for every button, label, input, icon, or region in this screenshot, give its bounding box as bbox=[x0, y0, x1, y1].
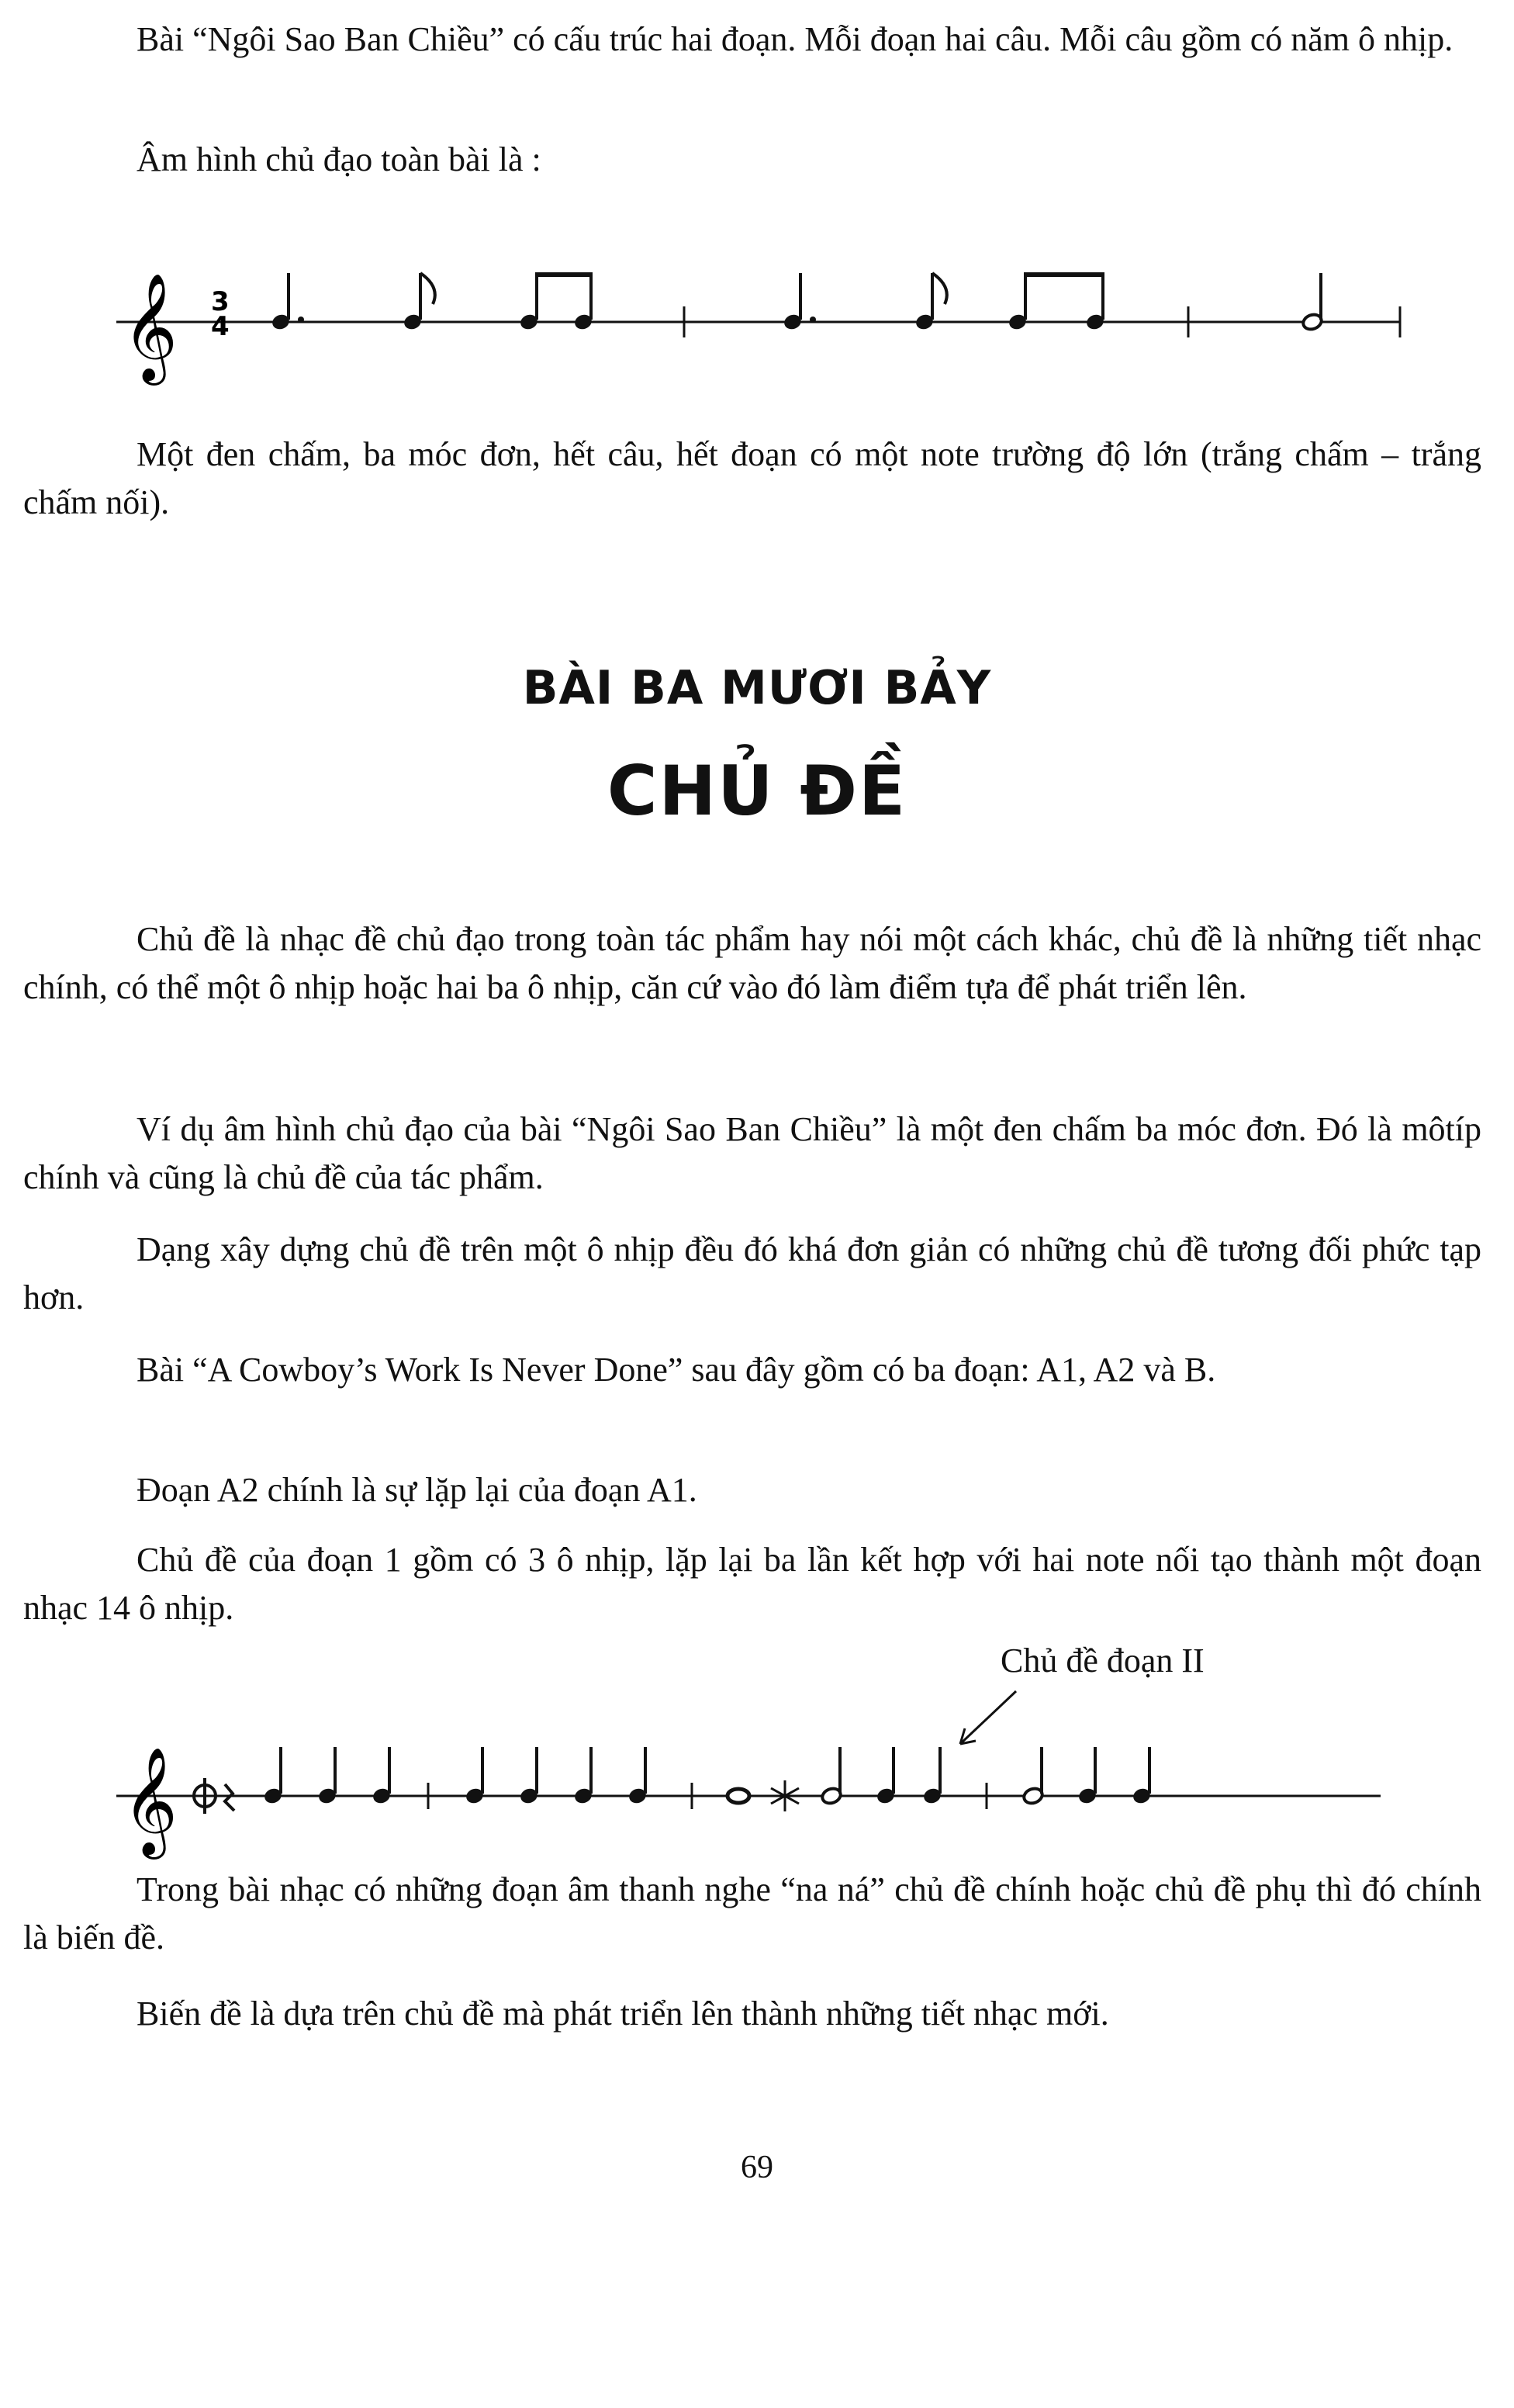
half-note bbox=[821, 1747, 843, 1806]
quarter-note bbox=[876, 1747, 897, 1805]
treble-clef-icon: 𝄞 bbox=[123, 1747, 178, 1855]
quarter-note bbox=[465, 1747, 486, 1805]
rhythm-staff-figure bbox=[109, 225, 1412, 396]
quarter-note bbox=[573, 1747, 594, 1805]
theme-section-caption: Chủ đề đoạn II bbox=[1001, 1642, 1205, 1680]
page-number: 69 bbox=[741, 2150, 773, 2185]
time-signature-bottom: 4 bbox=[211, 311, 230, 342]
whole-note bbox=[728, 1789, 749, 1803]
paragraph-rhythm-description: Một đen chấm, ba móc đơn, hết câu, hết đoạn có một note trường độ lớn (trắng chấm – trắng chấm nối). bbox=[23, 435, 1481, 521]
time-signature-top: 3 bbox=[211, 286, 230, 317]
arrow-icon bbox=[960, 1691, 1016, 1744]
paragraph-theme-definition: Chủ đề là nhạc đề chủ đạo trong toàn tác phẩm hay nói một cách khác, chủ đề là những tiết nhạc chính, có thể một ô nhịp hoặc hai ba ô nhịp, căn cứ vào đó làm điểm tựa để phát triển lên. bbox=[23, 920, 1481, 1006]
melody-staff-figure bbox=[109, 1683, 1412, 1855]
paragraph-theme-example: Ví dụ âm hình chủ đạo của bài “Ngôi Sao Ban Chiều” là một đen chấm ba móc đơn. Đó là môtíp chính và cũng là chủ đề của tác phẩm. bbox=[23, 1110, 1481, 1196]
quarter-note bbox=[922, 1747, 943, 1805]
paragraph-theme-measures: Chủ đề của đoạn 1 gồm có 3 ô nhịp, lặp lại ba lần kết hợp với hai note nối tạo thành một đoạn nhạc 14 ô nhịp. bbox=[23, 1541, 1481, 1627]
chapter-title: CHỦ ĐỀ bbox=[607, 751, 907, 831]
paragraph-variation-intro: Trong bài nhạc có những đoạn âm thanh nghe “na ná” chủ đề chính hoặc chủ đề phụ thì đó chính là biến đề. bbox=[23, 1870, 1481, 1956]
quarter-note bbox=[1132, 1747, 1153, 1805]
quarter-note bbox=[519, 1747, 540, 1805]
half-note bbox=[1301, 273, 1324, 332]
quarter-note bbox=[627, 1747, 648, 1805]
paragraph-variation-definition: Biến đề là dựa trên chủ đề mà phát triển lên thành những tiết nhạc mới. bbox=[137, 1995, 1109, 2033]
quarter-note bbox=[317, 1747, 338, 1805]
paragraph-theme-construction: Dạng xây dựng chủ đề trên một ô nhịp đều đó khá đơn giản có những chủ đề tương đối phức tạp hơn. bbox=[23, 1230, 1481, 1316]
lesson-heading: BÀI BA MƯƠI BẢY bbox=[522, 661, 992, 715]
quarter-rest-icon bbox=[225, 1784, 234, 1811]
half-note bbox=[1022, 1747, 1045, 1806]
treble-clef-icon: 𝄞 bbox=[123, 273, 178, 381]
paragraph-rhythm-intro: Âm hình chủ đạo toàn bài là : bbox=[137, 140, 541, 178]
paragraph-a2-repeat: Đoạn A2 chính là sự lặp lại của đoạn A1. bbox=[137, 1471, 697, 1509]
paragraph-cowboy-song: Bài “A Cowboy’s Work Is Never Done” sau đây gồm có ba đoạn: A1, A2 và B. bbox=[137, 1351, 1216, 1389]
quarter-note bbox=[1077, 1747, 1098, 1805]
paragraph-structure: Bài “Ngôi Sao Ban Chiều” có cấu trúc hai đoạn. Mỗi đoạn hai câu. Mỗi câu gồm có năm ô nhịp. bbox=[137, 20, 1454, 58]
quarter-note bbox=[263, 1747, 284, 1805]
quarter-note bbox=[372, 1747, 392, 1805]
